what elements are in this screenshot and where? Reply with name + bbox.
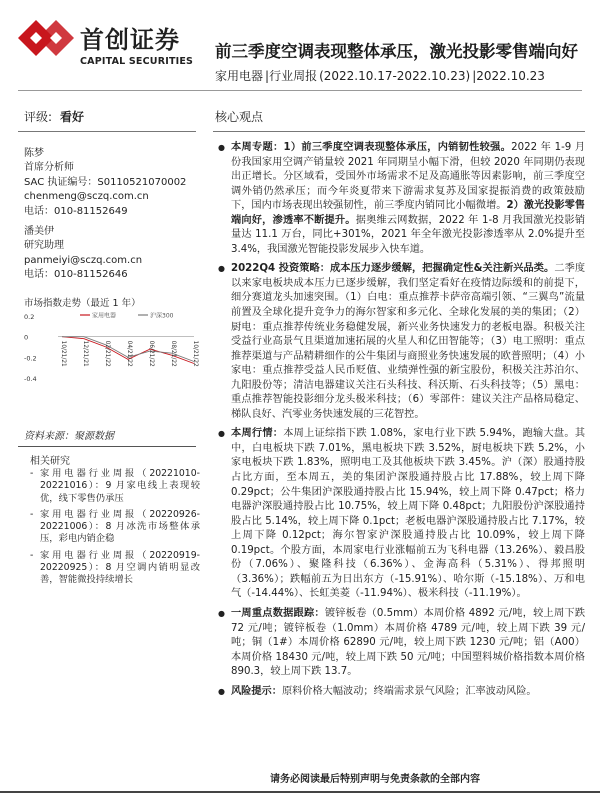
sector-label: 家用电器 [215, 69, 264, 83]
paragraph-text: 原料价格大幅波动；终端需求景气风险；汇率波动风险。 [281, 685, 537, 697]
paragraph-lead: 本周专题：1）前三季度空调表现整体承压，内销韧性较强。 [231, 142, 512, 153]
related-research-item[interactable]: - 家用电器行业周报（20220926-20221006）：8 月冰洗市场整体承压，彩电内销企稳 [30, 509, 200, 546]
analyst-sac: SAC 执证编号：S0110521070002 [24, 176, 187, 188]
legend-label: 沪深300 [150, 312, 174, 320]
paragraph-text: 镀锌板卷（0.5mm）本周价格 4892 元/吨，较上周下跌 72 元/吨；镀锌板卷（1.0mm）本周价格 4789 元/吨，较上周下跌 39 元/吨；铜（1#）本周价格 62890 元/吨，较上周下跌 1230 元/吨；铝（A00）本周价格 18430 元/吨，较上周下跌 50 元/吨；中国塑料城价格指数本周价格 890.3，较上周下跌 13.7。 [231, 607, 586, 678]
footer-divider [0, 791, 600, 793]
risk-paragraph [217, 685, 585, 700]
report-type: 行业周报 [269, 69, 318, 83]
left-divider [18, 131, 196, 132]
rating [24, 108, 84, 125]
paragraph-lead: 风险提示： [231, 685, 282, 697]
paragraph-text: 本周上证综指下跌 1.08%，家电行业下跌 5.94%，跑输大盘。其中，白电板块下跌 7.01%，黑电板块下跌 3.52%，厨电板块下跌 5.2%，小家电板块下跌 1.83%，照明电工及其他板块下跌 3.45%。沪（深）股通持股占比方面，至本周五，美的集团沪深股通持股占比 17.88%，较上周下降 0.29pct；公牛集团沪深股通持股占比 15.94%，较上周下降 0.47pct；格力电器沪深股通持股占比 10.75%，较上周下降 0.48pct；九阳股份沪深股通持股占比 5.14%，较上周下降 0.1pct；老板电器沪深股通持股占比 7.17%，较上周下降 0.12pct；海尔智家沪深股通持股占比 10.09%，较上周下降 0.19pct。个股方面，本周家电行业涨幅前五为飞科电器（13.26%）、毅昌股份（7.06%）、聚隆科技（6.36%）、金海高科（5.31%）、得邦照明（3.36%）；跌幅前五为日出东方（-15.91%）、哈尔斯（-15.18%）、万和电气（-14.44%）、长虹美菱（-11.94%）、极米科技（-11.19%）。 [231, 428, 586, 600]
paragraph-lead: 一周重点数据跟踪： [231, 607, 325, 619]
core-views [217, 141, 585, 704]
x-tick-label: 04/21/22 [126, 340, 132, 367]
paragraph-text: 据奥维云网数据，2022 年 1-8 月我国激光投影销量达 11.1 万台，同比+301%，2021 年全年激光投影渗透率从 2.0%提升至 3.4%，我国激光智能投影发展步入快车道。 [231, 214, 586, 255]
rating-label: 评级: [24, 110, 53, 124]
market-paragraph [217, 427, 585, 602]
paragraph-text: 二季度以来家电板块成本压力已逐步缓解，我们坚定看好在疫情边际缓和的前提下，细分赛道龙头加速突围。（1）白电：重点推荐卡萨帝高端引领、“三翼鸟”流量前置及全球化提升竞争力的海尔智家和多元化、全球化发展的美的集团；（2）厨电：重点推荐传统业务稳健发展，新兴业务快速发力的老板电器。积极关注受益行业高景气且渠道加速拓展的火星人和亿田智能等；（3）电工照明：重点推荐渠道与产品精耕细作的公牛集团与商照业务快速发展的欧普照明；（4）小家电：重点推荐受益人民币贬值、业绩弹性强的新宝股份，积极关注苏泊尔、九阳股份等；清洁电器建议关注石头科技、科沃斯、石头科技等；（5）黑电：重点推荐智能投影细分龙头极米科技；（6）零部件：建议关注产品格局稳定、梯队良好、汽零业务快速发展的三花智控。 [231, 263, 586, 420]
report-title: 前三季度空调表现整体承压，激光投影零售端向好 [215, 42, 578, 61]
logo-english-name: CAPITAL SECURITIES [80, 56, 194, 67]
logo-chinese-name: 首创证券 [80, 26, 180, 54]
market-index-chart [22, 308, 200, 408]
analyst-card [24, 147, 186, 219]
related-research-item[interactable]: - 家用电器行业周报（20220919-20220925）：8 月空调内销明显改善，智能微投持续增长 [30, 550, 200, 587]
analyst-email: panmeiyi@sczq.com.cn [24, 254, 143, 266]
footer-disclaimer: 请务必阅读最后特别声明与免责条款的全部内容 [270, 774, 480, 785]
analyst-name: 潘美伊 [24, 226, 54, 237]
data-source: 资料来源：聚源数据 [24, 431, 114, 442]
x-tick-label: 06/21/22 [148, 340, 154, 367]
paragraph-lead: 2）激光投影零售端向好，渗透率不断提升。 [231, 200, 585, 226]
market-index-chart-svg [22, 308, 200, 408]
data-tracking-paragraph [217, 607, 585, 680]
report-date: 2022.10.23 [476, 69, 545, 83]
section-title: 核心观点 [215, 110, 264, 124]
analyst-phone: 电话：010-81152646 [24, 269, 128, 281]
rating-value: 看好 [60, 110, 85, 124]
x-tick-label: 12/21/21 [82, 340, 88, 367]
paragraph-lead: 2022Q4 投资策略：成本压力逐步缓解，把握确定性&关注新兴品类。 [231, 263, 555, 275]
report-period: (2022.10.17-2022.10.23) [319, 69, 471, 83]
y-tick-label: 0 [24, 333, 29, 342]
weekly-topic-paragraph [217, 141, 585, 257]
related-research-list [30, 468, 200, 591]
analyst-title: 研究助理 [24, 240, 64, 252]
y-tick-label: -0.4 [24, 375, 37, 383]
chart-title: 市场指数走势（最近 1 年） [24, 298, 141, 309]
y-tick-label: 0.2 [24, 313, 35, 321]
analyst-phone: 电话：010-81152649 [24, 205, 128, 217]
y-tick-label: -0.2 [24, 354, 37, 363]
analyst-name: 陈梦 [24, 148, 44, 159]
right-divider [213, 131, 585, 132]
paragraph-lead: 本周行情： [231, 428, 284, 440]
legend-label: 家用电器 [92, 312, 117, 320]
x-tick-label: 10/21/21 [60, 340, 66, 367]
analyst-email: chenmeng@sczq.com.cn [24, 191, 149, 203]
analyst-card [24, 225, 142, 283]
related-research-heading: 相关研究 [30, 456, 70, 467]
related-research-item[interactable]: - 家用电器行业周报（20221010-20221016）：9 月家电线上表现较优，线下零售仍承压 [30, 468, 200, 505]
report-subtitle: 家用电器 |行业周报 (2022.10.17-2022.10.23) |2022.10.23 [215, 69, 545, 83]
header-divider [18, 90, 582, 91]
company-logo [16, 18, 196, 76]
analyst-title: 首席分析师 [24, 162, 74, 174]
x-tick-label: 02/21/22 [104, 340, 110, 367]
capital-securities-logo-icon [16, 18, 76, 58]
source-divider [18, 446, 196, 447]
x-tick-label: 10/21/22 [192, 340, 198, 367]
paragraph-text: 2022 年 1-9 月份我国家用空调产销量较 2021 年同期呈小幅下滑，但较 2020 年同期仍表现出正增长。分区域看，受国外市场需求不足及高通胀等因素影响，前三季度空调外销仍然承压；而今年炎夏带来下游需求复苏及国家提振消费的政策鼓励下，国内市场表现出较强韧性，前三季度内销同比小幅微增。 [231, 142, 586, 212]
x-tick-label: 08/21/22 [170, 340, 176, 367]
strategy-paragraph [217, 262, 585, 422]
